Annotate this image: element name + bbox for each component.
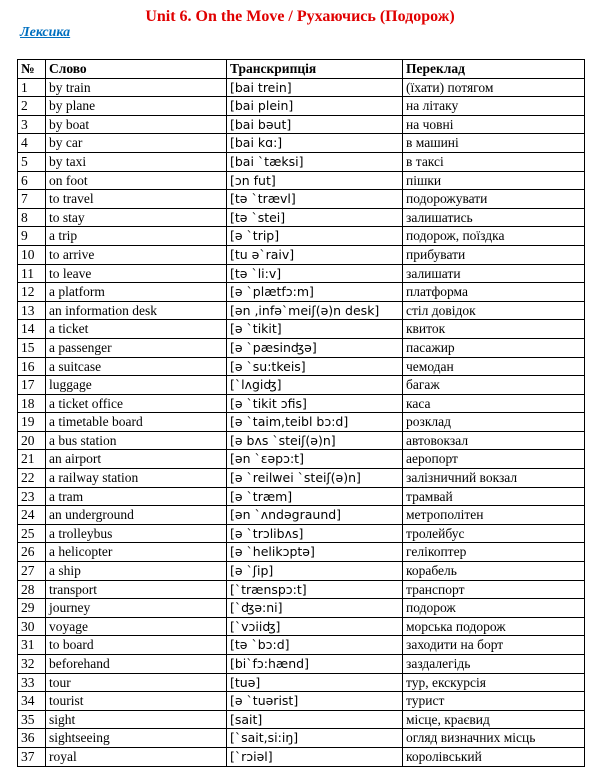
- word-cell: an information desk: [46, 301, 227, 320]
- translation-cell: корабель: [403, 562, 585, 581]
- translation-cell: в таксі: [403, 152, 585, 171]
- table-row: [18, 562, 585, 581]
- row-number: 4: [18, 134, 46, 153]
- translation-cell: королівський: [403, 747, 585, 766]
- page-title: Unit 6. On the Move / Рухаючись (Подорож): [145, 8, 455, 25]
- translation-cell: метрополітен: [403, 506, 585, 525]
- transcription-cell: [tə `li:v]: [227, 264, 403, 283]
- header-word: Слово: [46, 60, 227, 79]
- translation-cell: на літаку: [403, 97, 585, 116]
- transcription-cell: [ə `helikɔptə]: [227, 543, 403, 562]
- row-number: 23: [18, 487, 46, 506]
- row-number: 6: [18, 171, 46, 190]
- word-cell: a platform: [46, 283, 227, 302]
- table-row: [18, 394, 585, 413]
- row-number: 33: [18, 673, 46, 692]
- transcription-cell: [ə `træm]: [227, 487, 403, 506]
- row-number: 21: [18, 450, 46, 469]
- translation-cell: турист: [403, 692, 585, 711]
- row-number: 18: [18, 394, 46, 413]
- translation-cell: каса: [403, 394, 585, 413]
- transcription-cell: [tuə]: [227, 673, 403, 692]
- transcription-cell: [`rɔiəl]: [227, 747, 403, 766]
- transcription-cell: [ə `su:tkeis]: [227, 357, 403, 376]
- transcription-cell: [`trænspɔ:t]: [227, 580, 403, 599]
- table-row: [18, 543, 585, 562]
- word-cell: an underground: [46, 506, 227, 525]
- transcription-cell: [ə `pæsinʤə]: [227, 338, 403, 357]
- row-number: 16: [18, 357, 46, 376]
- transcription-cell: [ən ,infə`meiʃ(ə)n desk]: [227, 301, 403, 320]
- transcription-cell: [bai trein]: [227, 78, 403, 97]
- translation-cell: стіл довідок: [403, 301, 585, 320]
- word-cell: to leave: [46, 264, 227, 283]
- table-row: [18, 524, 585, 543]
- translation-cell: тур, екскурсія: [403, 673, 585, 692]
- word-cell: a helicopter: [46, 543, 227, 562]
- word-cell: a trolleybus: [46, 524, 227, 543]
- translation-cell: морська подорож: [403, 617, 585, 636]
- table-row: [18, 450, 585, 469]
- row-number: 9: [18, 227, 46, 246]
- table-header: [18, 60, 585, 79]
- transcription-cell: [ə bʌs `steiʃ(ə)n]: [227, 431, 403, 450]
- transcription-cell: [tə `stei]: [227, 208, 403, 227]
- word-cell: tourist: [46, 692, 227, 711]
- table-row: [18, 636, 585, 655]
- transcription-cell: [ə `trip]: [227, 227, 403, 246]
- word-cell: beforehand: [46, 655, 227, 674]
- transcription-cell: [ən `ɛəpɔ:t]: [227, 450, 403, 469]
- transcription-cell: [bai plein]: [227, 97, 403, 116]
- table-row: [18, 692, 585, 711]
- transcription-cell: [ə `ʃip]: [227, 562, 403, 581]
- word-cell: to arrive: [46, 245, 227, 264]
- table-row: [18, 580, 585, 599]
- table-row: [18, 190, 585, 209]
- header-transcription: Транскрипція: [227, 60, 403, 79]
- transcription-cell: [ən `ʌndəgraund]: [227, 506, 403, 525]
- table-row: [18, 617, 585, 636]
- transcription-cell: [ə `reilwei `steiʃ(ə)n]: [227, 469, 403, 488]
- row-number: 11: [18, 264, 46, 283]
- row-number: 37: [18, 747, 46, 766]
- row-number: 10: [18, 245, 46, 264]
- row-number: 5: [18, 152, 46, 171]
- translation-cell: (їхати) потягом: [403, 78, 585, 97]
- word-cell: by plane: [46, 97, 227, 116]
- transcription-cell: [`vɔiiʤ]: [227, 617, 403, 636]
- translation-cell: пішки: [403, 171, 585, 190]
- row-number: 20: [18, 431, 46, 450]
- transcription-cell: [ɔn fut]: [227, 171, 403, 190]
- transcription-cell: [ə `taim,teibl bɔ:d]: [227, 413, 403, 432]
- table-body: [18, 78, 585, 766]
- transcription-cell: [ə `tikit]: [227, 320, 403, 339]
- header-translation: Переклад: [403, 60, 585, 79]
- word-cell: to stay: [46, 208, 227, 227]
- table-row: [18, 301, 585, 320]
- table-row: [18, 78, 585, 97]
- word-cell: to travel: [46, 190, 227, 209]
- transcription-cell: [`lʌgiʤ]: [227, 376, 403, 395]
- table-row: [18, 469, 585, 488]
- transcription-cell: [tə `trævl]: [227, 190, 403, 209]
- row-number: 35: [18, 710, 46, 729]
- translation-cell: аеропорт: [403, 450, 585, 469]
- transcription-cell: [bai `tæksi]: [227, 152, 403, 171]
- translation-cell: розклад: [403, 413, 585, 432]
- translation-cell: пасажир: [403, 338, 585, 357]
- translation-cell: огляд визначних місць: [403, 729, 585, 748]
- word-cell: by train: [46, 78, 227, 97]
- row-number: 15: [18, 338, 46, 357]
- word-cell: a passenger: [46, 338, 227, 357]
- row-number: 1: [18, 78, 46, 97]
- row-number: 30: [18, 617, 46, 636]
- table-row: [18, 283, 585, 302]
- table-row: [18, 710, 585, 729]
- row-number: 36: [18, 729, 46, 748]
- translation-cell: чемодан: [403, 357, 585, 376]
- translation-cell: багаж: [403, 376, 585, 395]
- table-row: [18, 413, 585, 432]
- translation-cell: платформа: [403, 283, 585, 302]
- word-cell: a tram: [46, 487, 227, 506]
- table-row: [18, 747, 585, 766]
- table-row: [18, 115, 585, 134]
- row-number: 2: [18, 97, 46, 116]
- table-row: [18, 431, 585, 450]
- table-row: [18, 376, 585, 395]
- table-row: [18, 134, 585, 153]
- word-cell: sight: [46, 710, 227, 729]
- translation-cell: залізничний вокзал: [403, 469, 585, 488]
- table-row: [18, 245, 585, 264]
- word-cell: royal: [46, 747, 227, 766]
- translation-cell: на човні: [403, 115, 585, 134]
- word-cell: by car: [46, 134, 227, 153]
- word-cell: to board: [46, 636, 227, 655]
- row-number: 28: [18, 580, 46, 599]
- word-cell: a trip: [46, 227, 227, 246]
- word-cell: a suitcase: [46, 357, 227, 376]
- table-row: [18, 357, 585, 376]
- transcription-cell: [ə `tuərist]: [227, 692, 403, 711]
- word-cell: sightseeing: [46, 729, 227, 748]
- transcription-cell: [bi`fɔ:hænd]: [227, 655, 403, 674]
- translation-cell: трамвай: [403, 487, 585, 506]
- table-row: [18, 97, 585, 116]
- row-number: 29: [18, 599, 46, 618]
- translation-cell: прибувати: [403, 245, 585, 264]
- vocabulary-table: [17, 59, 585, 767]
- row-number: 27: [18, 562, 46, 581]
- table-row: [18, 506, 585, 525]
- word-cell: journey: [46, 599, 227, 618]
- table-row: [18, 208, 585, 227]
- row-number: 17: [18, 376, 46, 395]
- row-number: 12: [18, 283, 46, 302]
- table-row: [18, 171, 585, 190]
- transcription-cell: [`ʤə:ni]: [227, 599, 403, 618]
- table-row: [18, 152, 585, 171]
- transcription-cell: [ə `plætfɔ:m]: [227, 283, 403, 302]
- row-number: 26: [18, 543, 46, 562]
- section-heading: Лексика: [20, 25, 71, 40]
- row-number: 13: [18, 301, 46, 320]
- translation-cell: тролейбус: [403, 524, 585, 543]
- word-cell: by taxi: [46, 152, 227, 171]
- translation-cell: подорожувати: [403, 190, 585, 209]
- transcription-cell: [bai bəut]: [227, 115, 403, 134]
- header-number: №: [18, 60, 46, 79]
- transcription-cell: [bai kɑ:]: [227, 134, 403, 153]
- row-number: 25: [18, 524, 46, 543]
- translation-cell: автовокзал: [403, 431, 585, 450]
- table-row: [18, 320, 585, 339]
- transcription-cell: [`sait,si:iŋ]: [227, 729, 403, 748]
- word-cell: by boat: [46, 115, 227, 134]
- table-row: [18, 227, 585, 246]
- row-number: 24: [18, 506, 46, 525]
- word-cell: an airport: [46, 450, 227, 469]
- table-row: [18, 673, 585, 692]
- word-cell: transport: [46, 580, 227, 599]
- translation-cell: транспорт: [403, 580, 585, 599]
- table-row: [18, 655, 585, 674]
- word-cell: a timetable board: [46, 413, 227, 432]
- row-number: 3: [18, 115, 46, 134]
- translation-cell: подорож: [403, 599, 585, 618]
- word-cell: a ship: [46, 562, 227, 581]
- table-row: [18, 599, 585, 618]
- translation-cell: заздалегідь: [403, 655, 585, 674]
- table-row: [18, 729, 585, 748]
- translation-cell: гелікоптер: [403, 543, 585, 562]
- word-cell: a ticket office: [46, 394, 227, 413]
- transcription-cell: [tu ə`raiv]: [227, 245, 403, 264]
- translation-cell: квиток: [403, 320, 585, 339]
- row-number: 32: [18, 655, 46, 674]
- transcription-cell: [sait]: [227, 710, 403, 729]
- translation-cell: заходити на борт: [403, 636, 585, 655]
- row-number: 7: [18, 190, 46, 209]
- table-row: [18, 338, 585, 357]
- translation-cell: в машині: [403, 134, 585, 153]
- word-cell: tour: [46, 673, 227, 692]
- translation-cell: залишати: [403, 264, 585, 283]
- row-number: 31: [18, 636, 46, 655]
- word-cell: a ticket: [46, 320, 227, 339]
- row-number: 34: [18, 692, 46, 711]
- translation-cell: місце, краєвид: [403, 710, 585, 729]
- word-cell: a bus station: [46, 431, 227, 450]
- word-cell: a railway station: [46, 469, 227, 488]
- table-row: [18, 264, 585, 283]
- header-row: [18, 60, 585, 79]
- transcription-cell: [ə `tikit ɔfis]: [227, 394, 403, 413]
- row-number: 19: [18, 413, 46, 432]
- row-number: 8: [18, 208, 46, 227]
- translation-cell: залишатись: [403, 208, 585, 227]
- word-cell: voyage: [46, 617, 227, 636]
- table-row: [18, 487, 585, 506]
- transcription-cell: [tə `bɔ:d]: [227, 636, 403, 655]
- transcription-cell: [ə `trɔlibʌs]: [227, 524, 403, 543]
- translation-cell: подорож, поїздка: [403, 227, 585, 246]
- row-number: 14: [18, 320, 46, 339]
- word-cell: on foot: [46, 171, 227, 190]
- row-number: 22: [18, 469, 46, 488]
- word-cell: luggage: [46, 376, 227, 395]
